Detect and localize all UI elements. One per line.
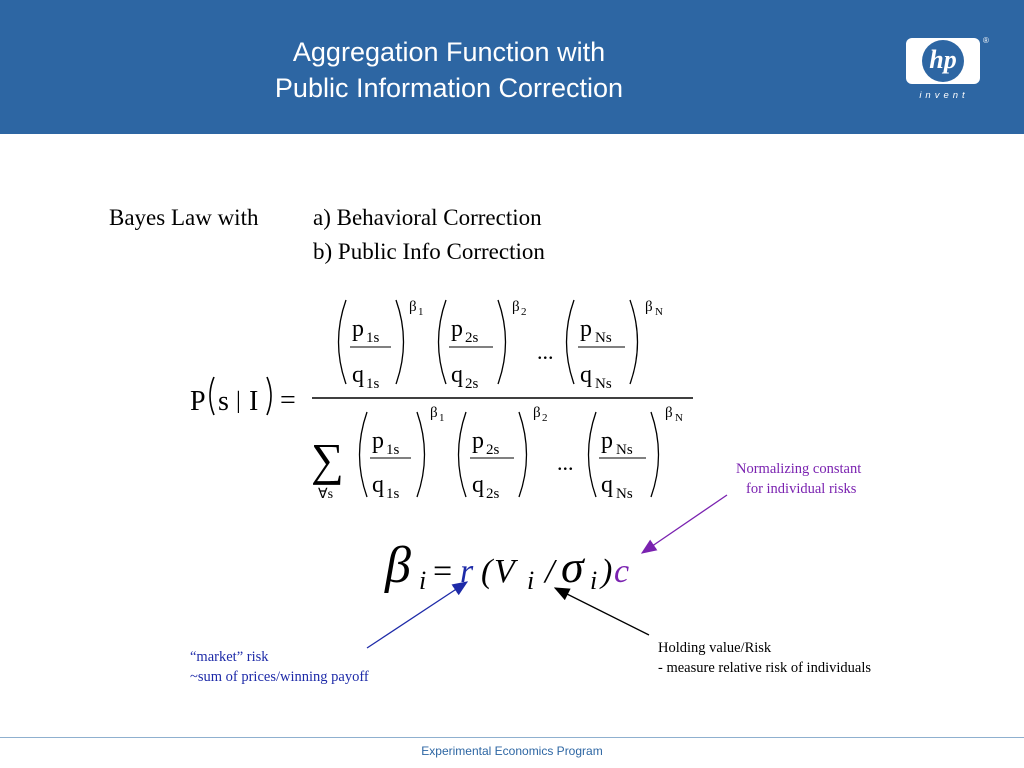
- holding-value-arrow: [555, 588, 649, 635]
- sigma-symbol: σ: [561, 541, 584, 592]
- num-paren-n-left: [567, 300, 575, 384]
- v-subscript: i: [527, 566, 535, 595]
- lhs-close-paren: [267, 377, 271, 415]
- bayes-item-a: a) Behavioral Correction: [313, 205, 542, 230]
- market-risk-label-line-2: ~sum of prices/winning payoff: [190, 669, 369, 685]
- den-beta-n: β: [665, 405, 673, 421]
- den-beta-2-sub: 2: [542, 412, 548, 424]
- slide-title-line-1: Aggregation Function with: [292, 37, 606, 67]
- bayes-lead: Bayes Law with: [109, 205, 259, 230]
- num-beta-1: β: [409, 299, 417, 315]
- footer-text: Experimental Economics Program: [421, 744, 603, 758]
- hp-logo-mark: hp: [922, 40, 964, 82]
- lhs-open-paren: [210, 377, 214, 415]
- r-symbol: r: [460, 553, 474, 590]
- num-p-1: p: [352, 316, 364, 342]
- beta-subscript: i: [419, 566, 427, 595]
- footer-divider: [0, 737, 1024, 738]
- den-p-1-sub: 1s: [386, 442, 400, 458]
- num-beta-1-sub: 1: [418, 306, 424, 318]
- den-paren-1-left: [360, 412, 368, 497]
- num-paren-n-right: [630, 300, 638, 384]
- den-beta-2: β: [533, 405, 541, 421]
- lhs-equals: =: [280, 385, 296, 416]
- den-p-2: p: [472, 428, 484, 454]
- den-q-1-sub: 1s: [386, 486, 400, 502]
- holding-value-label-line-2: - measure relative risk of individuals: [658, 660, 872, 676]
- num-p-2-sub: 2s: [465, 330, 479, 346]
- num-q-2: q: [451, 362, 463, 388]
- den-p-n: p: [601, 428, 613, 454]
- den-beta-1-sub: 1: [439, 412, 445, 424]
- den-p-n-sub: Ns: [616, 442, 633, 458]
- num-paren-2-right: [498, 300, 506, 384]
- normalizing-label-line-2: for individual risks: [746, 481, 857, 497]
- beta-equals: =: [433, 553, 453, 590]
- den-paren-n-right: [651, 412, 659, 497]
- num-ellipsis: ...: [537, 339, 554, 364]
- num-p-n-sub: Ns: [595, 330, 612, 346]
- slash: /: [545, 553, 555, 590]
- den-q-1: q: [372, 472, 384, 498]
- market-risk-arrow: [367, 582, 467, 648]
- num-beta-2: β: [512, 299, 520, 315]
- market-risk-label-line-1: “market” risk: [190, 649, 269, 665]
- den-p-1: p: [372, 428, 384, 454]
- registered-mark: ®: [983, 36, 989, 45]
- den-q-2: q: [472, 472, 484, 498]
- num-paren-1-right: [396, 300, 404, 384]
- sum-symbol: ∑: [311, 434, 344, 485]
- den-beta-n-sub: N: [675, 412, 683, 424]
- num-q-1: q: [352, 362, 364, 388]
- num-beta-2-sub: 2: [521, 306, 527, 318]
- den-paren-1-right: [417, 412, 425, 497]
- lhs-bar: |: [236, 388, 241, 414]
- lhs-i: I: [249, 386, 259, 417]
- num-beta-n: β: [645, 299, 653, 315]
- normalizing-arrow: [642, 495, 727, 553]
- den-paren-2-right: [519, 412, 527, 497]
- den-paren-2-left: [459, 412, 467, 497]
- sigma-subscript: i: [590, 566, 598, 595]
- lhs-s: s: [218, 386, 229, 417]
- num-q-n-sub: Ns: [595, 376, 612, 392]
- sum-subscript: ∀s: [318, 487, 334, 502]
- num-p-n: p: [580, 316, 592, 342]
- close-paren: ): [601, 553, 613, 590]
- c-symbol: c: [614, 553, 630, 590]
- num-p-1-sub: 1s: [366, 330, 380, 346]
- beta-equation: [384, 537, 629, 595]
- slide-title-line-2: Public Information Correction: [274, 73, 624, 103]
- den-beta-1: β: [430, 405, 438, 421]
- num-q-1-sub: 1s: [366, 376, 380, 392]
- num-beta-n-sub: N: [655, 306, 663, 318]
- holding-value-label-line-1: Holding value/Risk: [658, 640, 772, 656]
- num-q-2-sub: 2s: [465, 376, 479, 392]
- den-ellipsis: ...: [557, 450, 574, 475]
- num-paren-1-left: [339, 300, 347, 384]
- num-paren-2-left: [439, 300, 447, 384]
- normalizing-label-line-1: Normalizing constant: [736, 461, 862, 477]
- den-q-n-sub: Ns: [616, 486, 633, 502]
- hp-logo-tagline: invent: [919, 90, 969, 101]
- den-q-n: q: [601, 472, 613, 498]
- beta-symbol: β: [385, 537, 411, 594]
- v-symbol: V: [494, 553, 515, 590]
- den-q-2-sub: 2s: [486, 486, 500, 502]
- num-p-2: p: [451, 316, 463, 342]
- den-paren-n-left: [589, 412, 597, 497]
- num-q-n: q: [580, 362, 592, 388]
- den-p-2-sub: 2s: [486, 442, 500, 458]
- lhs-p: P: [190, 386, 206, 417]
- open-paren: (: [481, 553, 493, 590]
- bayes-item-b: b) Public Info Correction: [313, 239, 545, 264]
